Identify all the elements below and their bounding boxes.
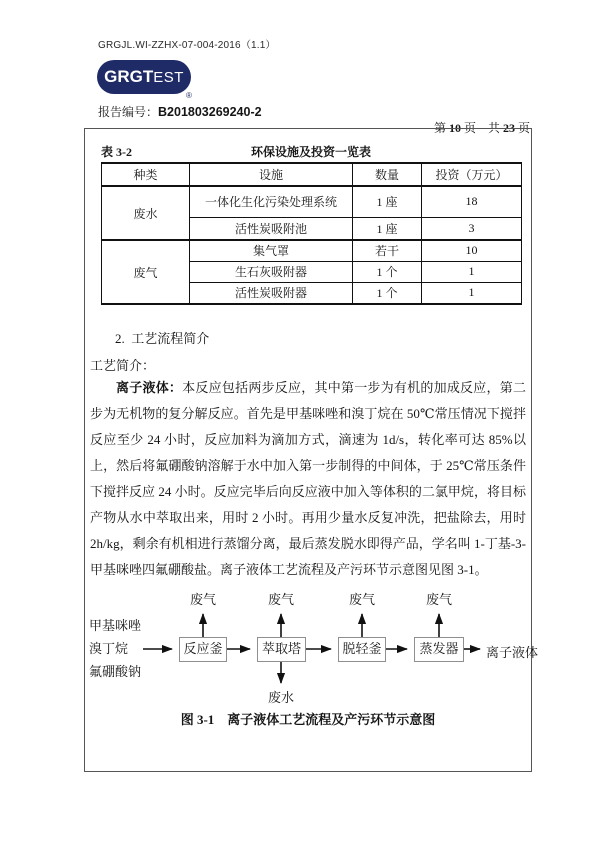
flow-arrows — [85, 587, 531, 717]
flow-box-stripping: 脱轻釜 — [338, 637, 386, 662]
col-header-category: 种类 — [102, 163, 190, 186]
gas-emission-label: 废气 — [348, 592, 375, 607]
gas-emission-label: 废气 — [189, 592, 216, 607]
logo-text-bold: GRGT — [104, 67, 154, 86]
section-heading: 2. 工艺流程简介 — [115, 331, 210, 346]
col-header-quantity: 数量 — [353, 163, 422, 186]
report-number-label: 报告编号： — [98, 105, 159, 119]
content-frame — [84, 128, 539, 772]
flow-box-reactor: 反应釜 — [179, 637, 227, 662]
report-number-value: B201803269240-2 — [158, 105, 262, 119]
table-caption — [101, 143, 521, 161]
col-header-investment: 投资（万元） — [422, 163, 522, 186]
figure-caption: 图 3-1 离子液体工艺流程及产污环节示意图 — [180, 712, 436, 727]
flow-box-extraction: 萃取塔 — [257, 637, 306, 662]
paragraph-body: 本反应包括两步反应，其中第一步为有机的加成反应，第二步为无机物的复分解反应。首先是甲基咪唑和溴丁烷在 50℃常压情况下搅拌反应至少 24 小时，反应加料为滴加方式，滴速为 1d/s，转化率可达 85%以上，然后将氟硼酸钠溶解于水中加入第一步制得的中间体，于 25℃常压条件下搅拌反应 24 小时。反应完毕后向反应液中加入等体积的二氯甲烷，将目标产物从水中萃取出来，用时 2 小时。再用少量水反复冲洗，把盐除去，用时 2h/kg，剩余有机相进行蒸馏分离，最后蒸发脱水即得产品，学名叫 1-丁基-3-甲基咪唑四氟硼酸盐。离子液体工艺流程及产污环节示意图见图 3-1。 — [90, 380, 526, 577]
grgtest-logo — [97, 60, 191, 94]
logo-text-light: EST — [153, 69, 184, 86]
category-wastewater: 废水 — [102, 186, 190, 240]
total-page-number: 23 — [503, 121, 516, 135]
document-code: GRGJL.WI-ZZHX-07-004-2016（1.1） — [98, 40, 276, 51]
process-description-paragraph — [90, 375, 526, 583]
table-row: 活性炭吸附器 1 个 1 — [102, 282, 522, 304]
table-header-row — [102, 163, 522, 186]
page-indicator: 第 10 页 共 23 页 — [434, 121, 531, 135]
diagram-input-materials: 甲基咪唑 溴丁烷 氟硼酸钠 — [89, 618, 142, 679]
table-row: 废水 一体化生化污染处理系统 1 座 18 — [102, 186, 522, 217]
gas-emission-label: 废气 — [267, 592, 294, 607]
category-wastegas: 废气 — [102, 240, 190, 304]
current-page-number: 10 — [449, 121, 462, 135]
table-row: 生石灰吸附器 1 个 1 — [102, 261, 522, 282]
table-row: 活性炭吸附池 1 座 3 — [102, 217, 522, 240]
diagram-output-product: 离子液体 — [486, 645, 539, 660]
table-tag: 表 3-2 — [101, 145, 132, 159]
table-row: 废气 集气罩 若干 10 — [102, 240, 522, 261]
col-header-facility: 设施 — [190, 163, 353, 186]
facilities-investment-table — [101, 162, 522, 305]
process-intro-label: 工艺简介： — [90, 358, 156, 373]
gas-emission-label: 废气 — [425, 592, 452, 607]
table-title: 环保设施及投资一览表 — [250, 145, 371, 159]
registered-trademark-icon: ® — [186, 91, 192, 100]
wastewater-label: 废水 — [267, 690, 294, 705]
flow-box-evaporator: 蒸发器 — [414, 637, 464, 662]
process-flow-diagram — [85, 587, 539, 717]
report-number-line — [98, 103, 262, 120]
paragraph-lead: 离子液体： — [116, 380, 183, 395]
